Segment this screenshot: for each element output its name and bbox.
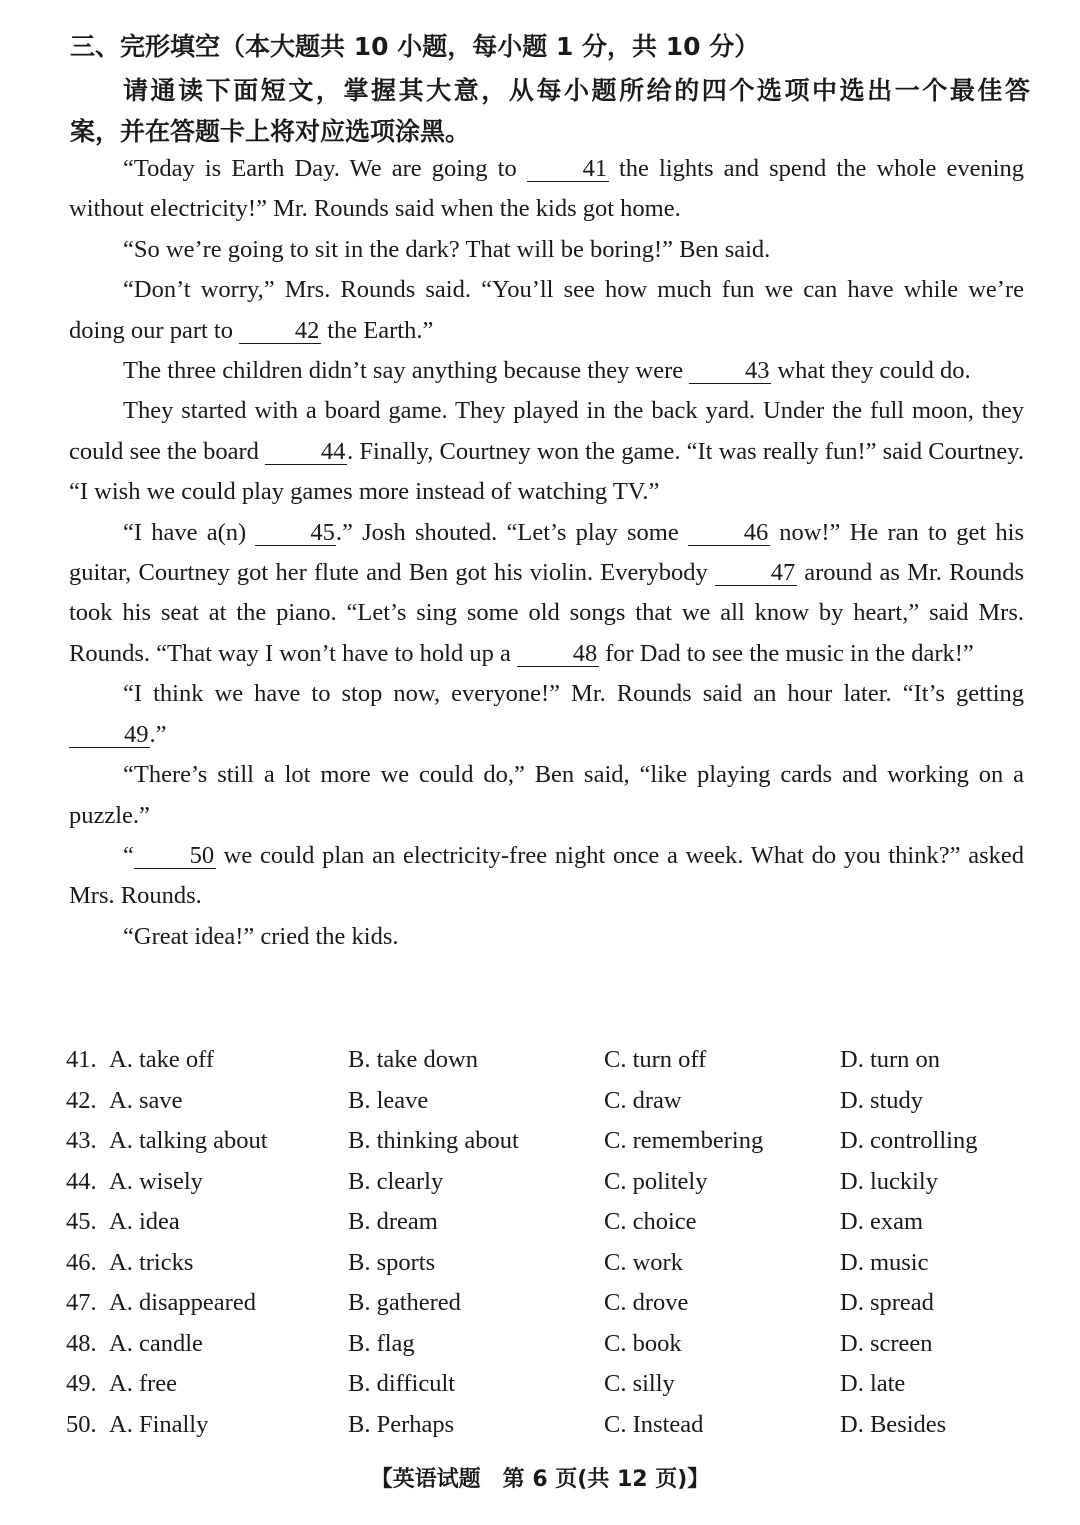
question-row: [66, 1081, 1026, 1122]
passage-text: The three children didn’t say anything because they were: [123, 357, 690, 385]
passage-text: “I have a(n): [123, 518, 256, 546]
passage-text: “Today is Earth Day. We are going to: [123, 155, 527, 182]
option-d: D. spread: [840, 1289, 934, 1316]
option-c: C. Instead: [604, 1410, 704, 1438]
blank-50: 50: [134, 844, 216, 869]
passage-paragraph: [69, 149, 1024, 230]
passage-paragraph: [69, 917, 1024, 957]
option-b: B. Perhaps: [348, 1410, 455, 1438]
passage-text: the Earth.”: [321, 316, 434, 344]
question-row: [66, 1405, 1026, 1446]
question-number: 45.: [66, 1208, 97, 1235]
passage-text: around as Mr. Rounds took his seat at the piano. “Let’s sing some old songs that we all know by heart,” said Mrs. Rounds. “That way I won’t have to hold up a: [69, 559, 1024, 667]
blank-47: 47: [715, 561, 797, 586]
question-number: 46.: [66, 1248, 97, 1276]
cloze-passage: [69, 149, 1024, 957]
option-a: A. save: [109, 1086, 183, 1114]
passage-paragraph: [69, 270, 1024, 351]
option-c: C. turn off: [604, 1046, 707, 1073]
question-row: [66, 1243, 1026, 1284]
option-a: A. candle: [109, 1329, 203, 1357]
passage-paragraph: [69, 836, 1024, 917]
passage-text: .” Josh shouted. “Let’s play some: [335, 518, 688, 546]
passage-paragraph: [69, 230, 1024, 270]
passage-text: “Don’t worry,” Mrs. Rounds said. “You’ll see how much fun we can have while we’re doing our part to: [69, 276, 1024, 344]
blank-44: 44: [265, 440, 347, 465]
question-number: 42.: [66, 1086, 97, 1114]
passage-text: “: [123, 841, 134, 869]
passage-text: “There’s still a lot more we could do,” Ben said, “like playing cards and working on a puzzle.”: [69, 761, 1024, 829]
question-number: 49.: [66, 1370, 97, 1397]
passage-text: . Finally, Courtney won the game. “It was really fun!” said Courtney. “I wish we could play games more instead of watching TV.”: [69, 437, 1024, 506]
question-number: 48.: [66, 1329, 97, 1357]
option-c: C. silly: [604, 1370, 675, 1397]
option-b: B. clearly: [348, 1167, 444, 1195]
option-c: C. book: [604, 1329, 682, 1357]
passage-text: the lights and spend the whole evening without electricity!” Mr. Rounds said when the kids got home.: [69, 155, 1024, 223]
blank-49: 49: [69, 723, 150, 748]
option-a: A. Finally: [109, 1410, 209, 1438]
question-number: 50.: [66, 1410, 97, 1438]
blank-48: 48: [517, 642, 599, 667]
option-c: C. drove: [604, 1289, 689, 1316]
option-b: B. flag: [348, 1329, 415, 1357]
question-row: [66, 1121, 1026, 1162]
passage-text: They started with a board game. They played in the back yard. Under the full moon, they could see the board: [69, 397, 1024, 465]
passage-text: we could plan an electricity-free night once a week. What do you think?” asked Mrs. Rounds.: [69, 841, 1024, 910]
option-d: D. late: [840, 1370, 906, 1397]
option-b: B. dream: [348, 1208, 438, 1235]
passage-paragraph: [69, 513, 1024, 675]
option-a: A. tricks: [109, 1248, 194, 1276]
passage-paragraph: [69, 755, 1024, 836]
option-b: B. thinking about: [348, 1127, 519, 1154]
option-a: A. free: [109, 1370, 178, 1397]
option-d: D. luckily: [840, 1167, 938, 1195]
option-b: B. difficult: [348, 1370, 456, 1397]
option-d: D. study: [840, 1086, 924, 1114]
option-c: C. choice: [604, 1208, 697, 1235]
page-footer: 【英语试题 第 6 页(共 12 页)】: [370, 1467, 710, 1492]
question-number: 41.: [66, 1046, 97, 1073]
option-a: A. talking about: [109, 1127, 268, 1154]
passage-paragraph: [69, 351, 1024, 391]
option-b: B. gathered: [348, 1289, 461, 1316]
blank-41: 41: [527, 157, 609, 182]
question-row: [66, 1162, 1026, 1203]
passage-text: “So we’re going to sit in the dark? That will be boring!” Ben said.: [123, 235, 771, 263]
option-d: D. turn on: [840, 1046, 941, 1073]
passage-text: “Great idea!” cried the kids.: [123, 922, 399, 950]
blank-43: 43: [689, 359, 771, 384]
passage-text: .”: [149, 720, 167, 748]
passage-text: what they could do.: [771, 357, 971, 385]
option-d: D. controlling: [840, 1127, 978, 1154]
option-d: D. Besides: [840, 1410, 947, 1438]
passage-text: “I think we have to stop now, everyone!” Mr. Rounds said an hour later. “It’s getting: [123, 680, 1024, 708]
question-number: 47.: [66, 1289, 97, 1316]
option-b: B. leave: [348, 1086, 429, 1114]
blank-45: 45: [255, 521, 336, 546]
question-row: [66, 1283, 1026, 1324]
option-d: D. music: [840, 1248, 929, 1276]
question-row: [66, 1324, 1026, 1365]
option-a: A. take off: [109, 1046, 214, 1073]
passage-paragraph: [69, 391, 1024, 512]
blank-42: 42: [239, 319, 321, 344]
passage-text: now!” He ran to get his guitar, Courtney got her flute and Ben got his violin. Everybody: [69, 518, 1024, 587]
option-a: A. idea: [109, 1208, 180, 1235]
section-title: 三、完形填空（本大题共 10 小题，每小题 1 分，共 10 分）: [70, 32, 760, 61]
option-a: A. wisely: [109, 1167, 203, 1195]
answer-options: [66, 1040, 1026, 1445]
question-number: 43.: [66, 1127, 97, 1154]
option-d: D. screen: [840, 1329, 933, 1357]
option-d: D. exam: [840, 1208, 923, 1235]
option-b: B. take down: [348, 1046, 478, 1073]
option-c: C. work: [604, 1248, 683, 1276]
passage-paragraph: [69, 674, 1024, 755]
option-a: A. disappeared: [109, 1289, 256, 1316]
passage-text: for Dad to see the music in the dark!”: [598, 639, 974, 667]
option-b: B. sports: [348, 1248, 436, 1276]
instructions-line-2: 案，并在答题卡上将对应选项涂黑。: [70, 117, 471, 146]
question-row: [66, 1364, 1026, 1405]
option-c: C. remembering: [604, 1127, 764, 1154]
option-c: C. politely: [604, 1167, 708, 1195]
blank-46: 46: [688, 521, 770, 546]
question-number: 44.: [66, 1167, 97, 1195]
option-c: C. draw: [604, 1086, 682, 1114]
question-row: [66, 1202, 1026, 1243]
instructions: [70, 70, 1030, 152]
question-row: [66, 1040, 1026, 1081]
instructions-line-1: 请通读下面短文，掌握其大意，从每小题所给的四个选项中选出一个最佳答: [123, 76, 1030, 105]
